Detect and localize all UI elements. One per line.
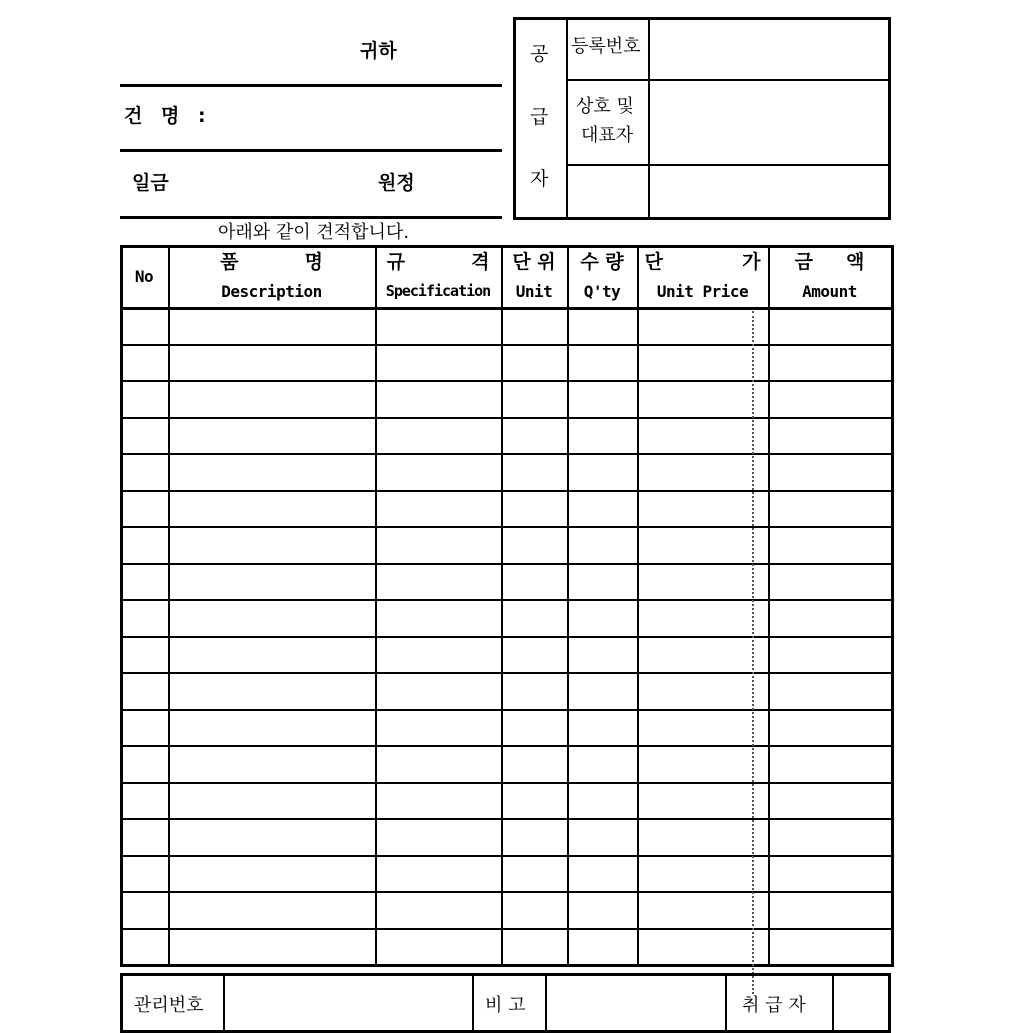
table-cell[interactable] bbox=[570, 566, 636, 599]
table-cell[interactable] bbox=[640, 493, 767, 526]
table-row-line bbox=[120, 380, 893, 382]
table-cell[interactable] bbox=[504, 383, 566, 416]
table-cell[interactable] bbox=[171, 602, 374, 635]
table-cell[interactable] bbox=[378, 931, 500, 964]
table-cell[interactable] bbox=[570, 675, 636, 708]
header-en-6: Amount bbox=[802, 282, 857, 301]
table-cell[interactable] bbox=[640, 785, 767, 818]
table-cell[interactable] bbox=[123, 821, 167, 854]
table-cell[interactable] bbox=[171, 748, 374, 781]
table-cell[interactable] bbox=[123, 639, 167, 672]
table-cell[interactable] bbox=[640, 858, 767, 891]
table-cell[interactable] bbox=[171, 493, 374, 526]
table-cell[interactable] bbox=[504, 894, 566, 927]
table-cell[interactable] bbox=[504, 748, 566, 781]
recipient-suffix: 귀하 bbox=[360, 40, 397, 62]
table-cell[interactable] bbox=[640, 639, 767, 672]
table-cell[interactable] bbox=[640, 456, 767, 489]
intro-text: 아래와 같이 견적합니다. bbox=[218, 222, 410, 243]
table-cell[interactable] bbox=[570, 420, 636, 453]
table-cell[interactable] bbox=[171, 529, 374, 562]
table-cell[interactable] bbox=[123, 748, 167, 781]
table-cell[interactable] bbox=[378, 602, 500, 635]
table-cell[interactable] bbox=[640, 931, 767, 964]
table-cell[interactable] bbox=[570, 712, 636, 745]
table-cell[interactable] bbox=[123, 420, 167, 453]
table-cell[interactable] bbox=[771, 420, 890, 453]
supplier-side-char-3: 자 bbox=[530, 168, 549, 190]
table-cell[interactable] bbox=[640, 675, 767, 708]
table-cell[interactable] bbox=[123, 675, 167, 708]
table-cell[interactable] bbox=[640, 420, 767, 453]
table-cell[interactable] bbox=[123, 602, 167, 635]
header-en-2: Specification bbox=[385, 282, 491, 300]
amount-suffix: 원정 bbox=[378, 172, 415, 194]
table-cell[interactable] bbox=[171, 639, 374, 672]
table-cell[interactable] bbox=[504, 493, 566, 526]
table-cell[interactable] bbox=[171, 821, 374, 854]
table-cell[interactable] bbox=[378, 675, 500, 708]
footer-divider-4 bbox=[725, 973, 727, 1033]
footer-divider-1 bbox=[223, 973, 225, 1033]
table-cell[interactable] bbox=[504, 821, 566, 854]
table-cell[interactable] bbox=[123, 566, 167, 599]
table-cell[interactable] bbox=[504, 785, 566, 818]
table-cell[interactable] bbox=[378, 639, 500, 672]
table-cell[interactable] bbox=[771, 894, 890, 927]
table-cell[interactable] bbox=[771, 310, 890, 343]
table-cell[interactable] bbox=[504, 420, 566, 453]
table-cell[interactable] bbox=[504, 566, 566, 599]
table-cell[interactable] bbox=[378, 894, 500, 927]
table-cell[interactable] bbox=[378, 858, 500, 891]
table-row-line bbox=[120, 891, 893, 893]
table-cell[interactable] bbox=[640, 821, 767, 854]
table-cell[interactable] bbox=[771, 821, 890, 854]
header-ko-1: 품 명 bbox=[220, 251, 323, 273]
table-cell[interactable] bbox=[570, 931, 636, 964]
handler-label: 취 급 자 bbox=[742, 995, 806, 1016]
table-cell[interactable] bbox=[378, 821, 500, 854]
table-cell[interactable] bbox=[171, 347, 374, 380]
management-no-field[interactable] bbox=[227, 977, 470, 1015]
table-cell[interactable] bbox=[570, 493, 636, 526]
table-column-line bbox=[891, 245, 894, 967]
table-cell[interactable] bbox=[378, 785, 500, 818]
table-cell[interactable] bbox=[771, 529, 890, 562]
table-cell[interactable] bbox=[123, 858, 167, 891]
table-column-line bbox=[637, 245, 639, 967]
remarks-label: 비 고 bbox=[485, 995, 526, 1016]
table-column-line bbox=[501, 245, 503, 967]
company-label-line1: 상호 및 bbox=[576, 96, 634, 117]
table-cell[interactable] bbox=[378, 712, 500, 745]
table-cell[interactable] bbox=[378, 383, 500, 416]
remarks-field[interactable] bbox=[549, 977, 723, 1015]
table-row-line bbox=[120, 818, 893, 820]
table-cell[interactable] bbox=[123, 931, 167, 964]
handler-field[interactable] bbox=[836, 977, 888, 1015]
supplier-side-char-1: 공 bbox=[530, 43, 549, 65]
table-cell[interactable] bbox=[504, 639, 566, 672]
table-cell[interactable] bbox=[504, 712, 566, 745]
table-cell[interactable] bbox=[771, 602, 890, 635]
table-cell[interactable] bbox=[171, 712, 374, 745]
table-cell[interactable] bbox=[123, 456, 167, 489]
table-cell[interactable] bbox=[123, 894, 167, 927]
table-cell[interactable] bbox=[171, 310, 374, 343]
table-cell[interactable] bbox=[570, 529, 636, 562]
table-cell[interactable] bbox=[771, 785, 890, 818]
header-en-1: Description bbox=[221, 282, 322, 301]
header-ko-3: 단 위 bbox=[512, 251, 556, 273]
table-cell[interactable] bbox=[171, 566, 374, 599]
table-cell[interactable] bbox=[171, 785, 374, 818]
table-bottom-border bbox=[120, 964, 893, 967]
table-cell[interactable] bbox=[504, 456, 566, 489]
table-cell[interactable] bbox=[123, 347, 167, 380]
table-cell[interactable] bbox=[771, 383, 890, 416]
table-cell[interactable] bbox=[640, 566, 767, 599]
footer-divider-5 bbox=[832, 973, 834, 1033]
header-ko-4: 수 량 bbox=[580, 251, 624, 273]
company-label-line2: 대표자 bbox=[581, 125, 634, 146]
table-cell[interactable] bbox=[640, 894, 767, 927]
table-cell[interactable] bbox=[378, 529, 500, 562]
reg-number-label: 등록번호 bbox=[571, 36, 641, 57]
table-cell[interactable] bbox=[570, 602, 636, 635]
table-cell[interactable] bbox=[640, 712, 767, 745]
table-cell[interactable] bbox=[171, 383, 374, 416]
table-cell[interactable] bbox=[171, 858, 374, 891]
table-cell[interactable] bbox=[378, 493, 500, 526]
table-cell[interactable] bbox=[771, 566, 890, 599]
table-column-line bbox=[768, 245, 770, 967]
table-cell[interactable] bbox=[771, 712, 890, 745]
table-row-line bbox=[120, 453, 893, 455]
table-row-line bbox=[120, 599, 893, 601]
table-cell[interactable] bbox=[171, 456, 374, 489]
header-en-5: Unit Price bbox=[656, 282, 749, 301]
table-cell[interactable] bbox=[570, 456, 636, 489]
table-cell[interactable] bbox=[570, 383, 636, 416]
table-cell[interactable] bbox=[504, 310, 566, 343]
subject-label: 건 명 : bbox=[124, 105, 212, 127]
table-cell[interactable] bbox=[378, 748, 500, 781]
table-cell[interactable] bbox=[570, 347, 636, 380]
table-cell[interactable] bbox=[504, 931, 566, 964]
table-cell[interactable] bbox=[171, 894, 374, 927]
header-ko-6: 금 액 bbox=[794, 251, 865, 273]
table-cell[interactable] bbox=[640, 748, 767, 781]
table-cell[interactable] bbox=[171, 931, 374, 964]
amount-label: 일금 bbox=[132, 172, 169, 194]
table-cell[interactable] bbox=[171, 675, 374, 708]
table-cell[interactable] bbox=[771, 858, 890, 891]
table-cell[interactable] bbox=[771, 748, 890, 781]
table-cell[interactable] bbox=[570, 894, 636, 927]
table-cell[interactable] bbox=[771, 456, 890, 489]
table-cell[interactable] bbox=[123, 712, 167, 745]
supplier-side-char-2: 급 bbox=[530, 106, 549, 128]
table-cell[interactable] bbox=[771, 347, 890, 380]
header-en-3: Unit bbox=[515, 282, 553, 301]
table-cell[interactable] bbox=[640, 383, 767, 416]
table-cell[interactable] bbox=[570, 748, 636, 781]
table-cell[interactable] bbox=[504, 602, 566, 635]
table-row-line bbox=[120, 745, 893, 747]
table-cell[interactable] bbox=[570, 821, 636, 854]
table-cell[interactable] bbox=[171, 420, 374, 453]
table-cell[interactable] bbox=[378, 347, 500, 380]
table-cell[interactable] bbox=[123, 529, 167, 562]
table-cell[interactable] bbox=[123, 493, 167, 526]
table-cell[interactable] bbox=[570, 785, 636, 818]
header-en-4: Q'ty bbox=[583, 282, 621, 301]
table-cell[interactable] bbox=[640, 602, 767, 635]
table-cell[interactable] bbox=[771, 639, 890, 672]
table-row-line bbox=[120, 526, 893, 528]
header-en-0: No bbox=[134, 267, 154, 286]
footer-divider-2 bbox=[472, 973, 474, 1033]
table-cell[interactable] bbox=[123, 785, 167, 818]
table-cell[interactable] bbox=[771, 493, 890, 526]
table-cell[interactable] bbox=[570, 639, 636, 672]
table-column-line bbox=[168, 245, 170, 967]
header-ko-2: 규 격 bbox=[386, 251, 490, 273]
table-cell[interactable] bbox=[771, 931, 890, 964]
table-cell[interactable] bbox=[640, 310, 767, 343]
table-cell[interactable] bbox=[640, 347, 767, 380]
table-cell[interactable] bbox=[123, 310, 167, 343]
table-cell[interactable] bbox=[378, 420, 500, 453]
table-top-border bbox=[120, 245, 893, 248]
table-cell[interactable] bbox=[504, 529, 566, 562]
table-cell[interactable] bbox=[771, 675, 890, 708]
table-cell[interactable] bbox=[570, 310, 636, 343]
table-cell[interactable] bbox=[123, 383, 167, 416]
table-row-line bbox=[120, 672, 893, 674]
table-cell[interactable] bbox=[378, 566, 500, 599]
table-cell[interactable] bbox=[640, 529, 767, 562]
table-cell[interactable] bbox=[378, 310, 500, 343]
table-column-line bbox=[567, 245, 569, 967]
header-ko-5: 단 가 bbox=[644, 251, 761, 273]
table-cell[interactable] bbox=[504, 858, 566, 891]
footer-divider-3 bbox=[545, 973, 547, 1033]
table-cell[interactable] bbox=[504, 675, 566, 708]
table-cell[interactable] bbox=[504, 347, 566, 380]
table-cell[interactable] bbox=[378, 456, 500, 489]
management-no-label: 관리번호 bbox=[134, 995, 204, 1016]
table-cell[interactable] bbox=[570, 858, 636, 891]
table-column-line bbox=[375, 245, 377, 967]
